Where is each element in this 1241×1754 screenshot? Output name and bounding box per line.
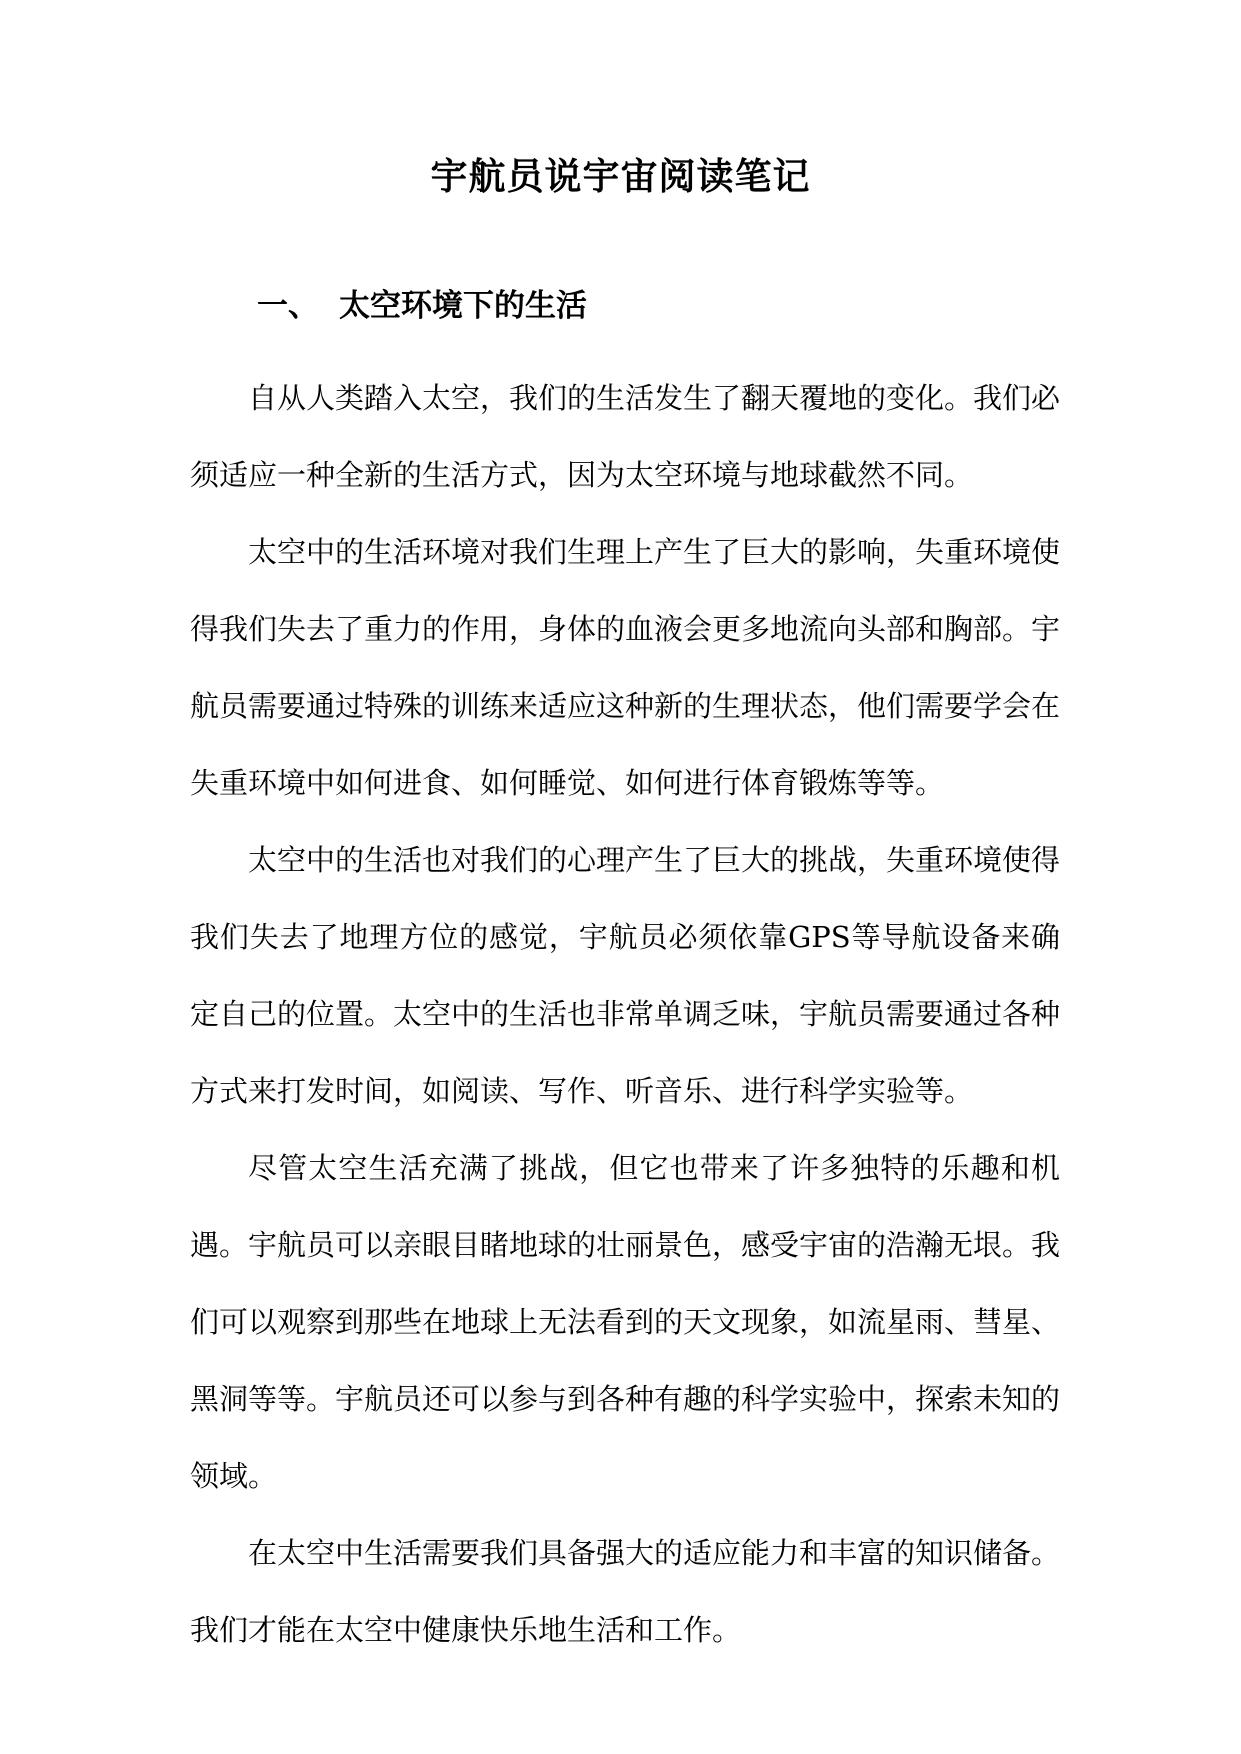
paragraph: 在太空中生活需要我们具备强大的适应能力和丰富的知识储备。我们才能在太空中健康快乐地生活和工作。 bbox=[190, 1536, 1061, 1647]
section-title: 太空环境下的生活 bbox=[339, 288, 587, 324]
document-title: 宇航员说宇宙阅读笔记 bbox=[430, 154, 811, 198]
section-heading bbox=[257, 284, 587, 328]
paragraph: 太空中的生活环境对我们生理上产生了巨大的影响，失重环境使得我们失去了重力的作用，身体的血液会更多地流向头部和胸部。宇航员需要通过特殊的训练来适应这种新的生理状态，他们需要学会在失重环境中如何进食、如何睡觉、如何进行体育锻炼等等。 bbox=[190, 535, 1061, 800]
paragraph: 尽管太空生活充满了挑战，但它也带来了许多独特的乐趣和机遇。宇航员可以亲眼目睹地球的壮丽景色，感受宇宙的浩瀚无垠。我们可以观察到那些在地球上无法看到的天文现象，如流星雨、彗星、黑洞等等。宇航员还可以参与到各种有趣的科学实验中，探索未知的领域。 bbox=[190, 1151, 1061, 1493]
paragraph: 太空中的生活也对我们的心理产生了巨大的挑战，失重环境使得我们失去了地理方位的感觉，宇航员必须依靠GPS等导航设备来确定自己的位置。太空中的生活也非常单调乏味，宇航员需要通过各种方式来打发时间，如阅读、写作、听音乐、进行科学实验等。 bbox=[190, 843, 1061, 1108]
body-text bbox=[190, 360, 1060, 1669]
paragraph: 自从人类踏入太空，我们的生活发生了翻天覆地的变化。我们必须适应一种全新的生活方式，因为太空环境与地球截然不同。 bbox=[190, 381, 1061, 492]
section-number: 一、 bbox=[257, 288, 319, 324]
